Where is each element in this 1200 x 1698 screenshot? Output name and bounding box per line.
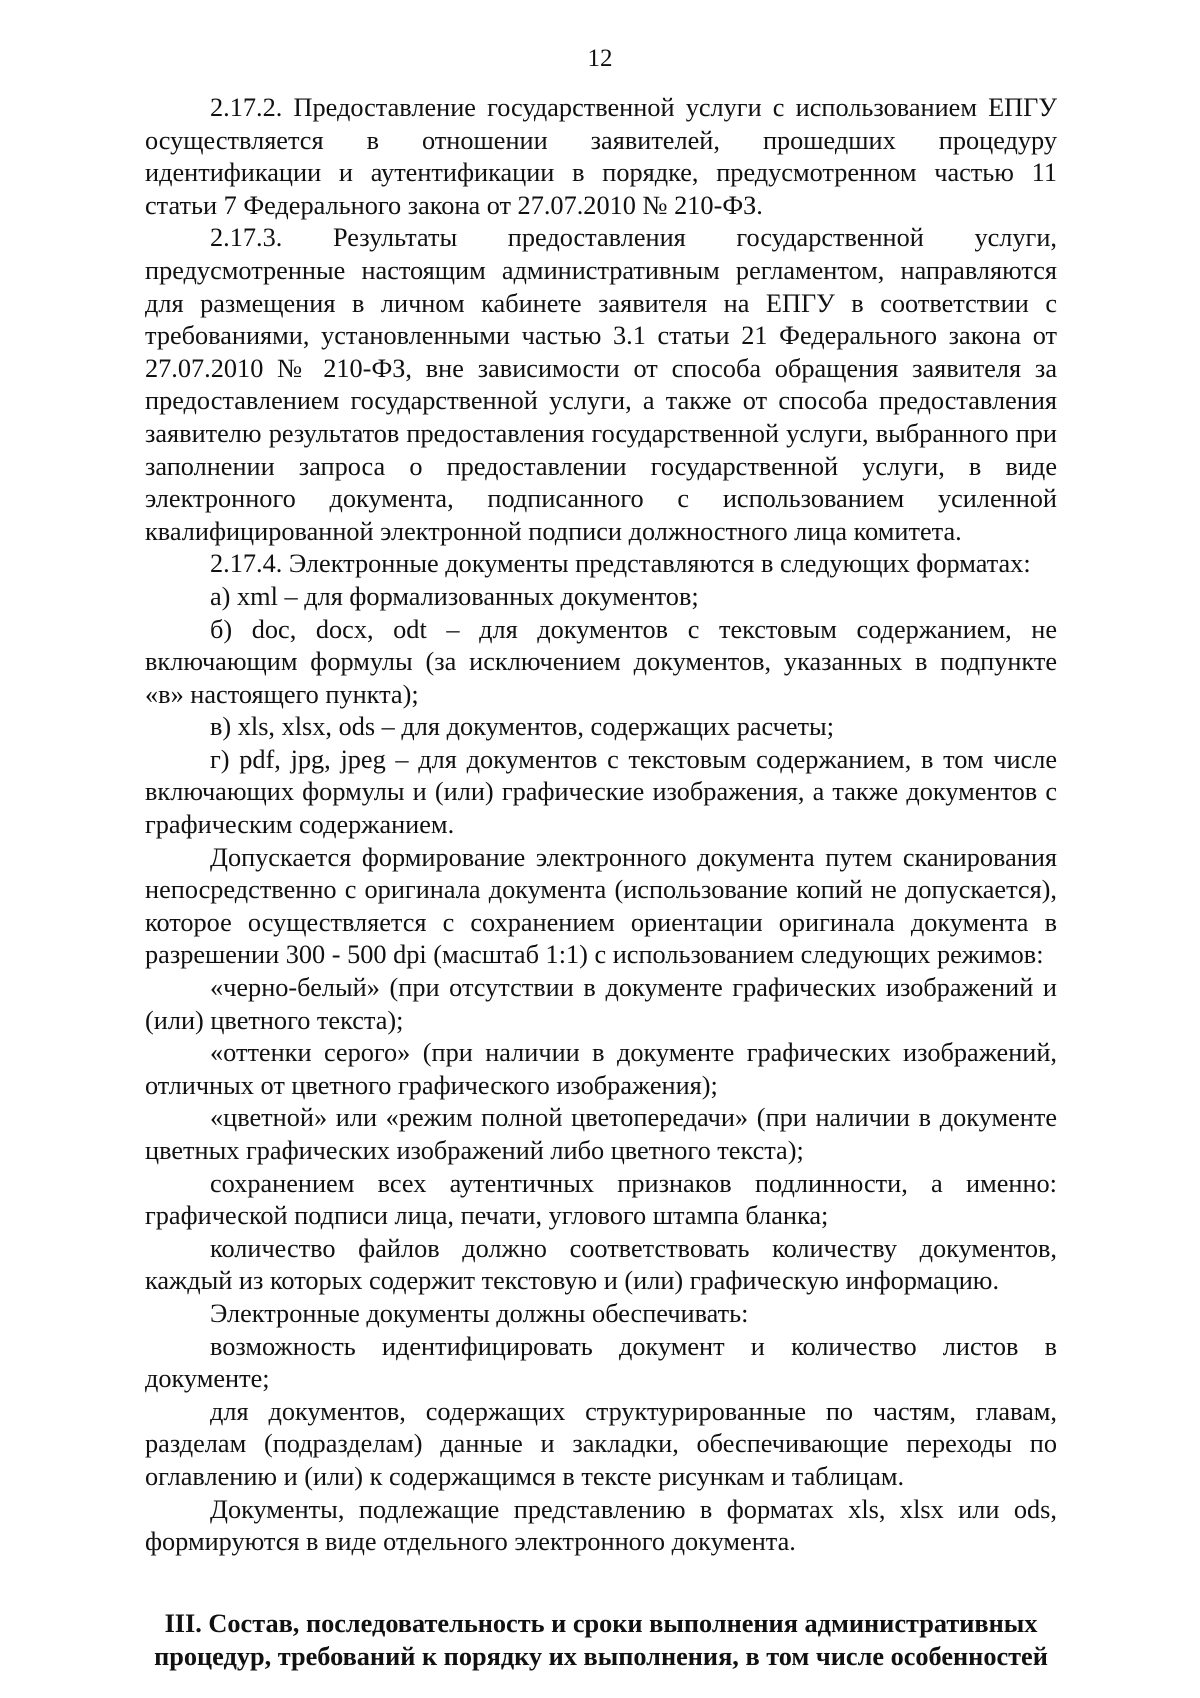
paragraph-2-17-2: 2.17.2. Предоставление государственной услуги с использованием ЕПГУ осуществляется в отношении заявителей, прошедших процедуру идентификации и аутентификации в порядке, предусмотренном частью 11 статьи 7 Федерального закона от 27.07.2010 № 210-ФЗ.: [145, 93, 1057, 220]
paragraph-requirements-intro: Электронные документы должны обеспечивать:: [210, 1298, 749, 1328]
document-body: [145, 92, 1057, 1559]
mode-color: «цветной» или «режим полной цветопередачи» (при наличии в документе цветных графических изображений либо цветного текста);: [145, 1103, 1057, 1165]
mode-grayscale: «оттенки серого» (при наличии в документе графических изображений, отличных от цветного графического изображения);: [145, 1038, 1057, 1100]
list-item-g: г) pdf, jpg, jpeg – для документов с текстовым содержанием, в том числе включающих формулы и (или) графические изображения, а также документов с графическим содержанием.: [145, 744, 1057, 840]
requirement-structure: для документов, содержащих структурированные по частям, главам, разделам (подразделам) данные и закладки, обеспечивающие переходы по оглавлению и (или) к содержащимся в тексте рисункам и таблицам.: [145, 1396, 1057, 1491]
list-item-b: б) doc, docx, odt – для документов с текстовым содержанием, не включающим формулы (за исключением документов, указанных в подпункте «в» настоящего пункта);: [145, 614, 1057, 709]
paragraph-2-17-4: 2.17.4. Электронные документы представляются в следующих форматах:: [210, 549, 1031, 579]
list-item-v: в) xls, xlsx, ods – для документов, содержащих расчеты;: [210, 712, 835, 742]
paragraph-spreadsheets: Документы, подлежащие представлению в форматах xls, xlsx или ods, формируются в виде отдельного электронного документа.: [145, 1494, 1057, 1557]
paragraph-authenticity: сохранением всех аутентичных признаков подлинности, а именно: графической подписи лица, печати, углового штампа бланка;: [145, 1168, 1057, 1231]
paragraph-file-count: количество файлов должно соответствовать количеству документов, каждый из которых содержит текстовую и (или) графическую информацию.: [145, 1233, 1057, 1296]
requirement-identify: возможность идентифицировать документ и количество листов в документе;: [145, 1331, 1057, 1394]
paragraph-scanning: Допускается формирование электронного документа путем сканирования непосредственно с оригинала документа (использование копий не допускается), которое осуществляется с сохранением ориентации оригинала документа в разрешении 300 - 500 dpi (масштаб 1:1) с использованием следующих режимов:: [145, 842, 1057, 970]
section-heading: III. Состав, последовательность и сроки выполнения административных процедур, требований к порядку их выполнения, в том числе особенностей: [154, 1609, 1048, 1671]
mode-black-white: «черно-белый» (при отсутствии в документе графических изображений и (или) цветного текста);: [145, 973, 1057, 1035]
paragraph-2-17-3: 2.17.3. Результаты предоставления государственной услуги, предусмотренные настоящим административным регламентом, направляются для размещения в личном кабинете заявителя на ЕПГУ в соответствии с требованиями, установленными частью 3.1 статьи 21 Федерального закона от 27.07.2010 № 210-ФЗ, вне зависимости от способа обращения заявителя за предоставлением государственной услуги, а также от способа предоставления заявителю результатов предоставления государственной услуги, выбранного при заполнении запроса о предоставлении государственной услуги, в виде электронного документа, подписанного с использованием усиленной квалифицированной электронной подписи должностного лица комитета.: [145, 223, 1057, 546]
page-number: 12: [587, 45, 613, 72]
list-item-a: а) xml – для формализованных документов;: [210, 581, 699, 611]
